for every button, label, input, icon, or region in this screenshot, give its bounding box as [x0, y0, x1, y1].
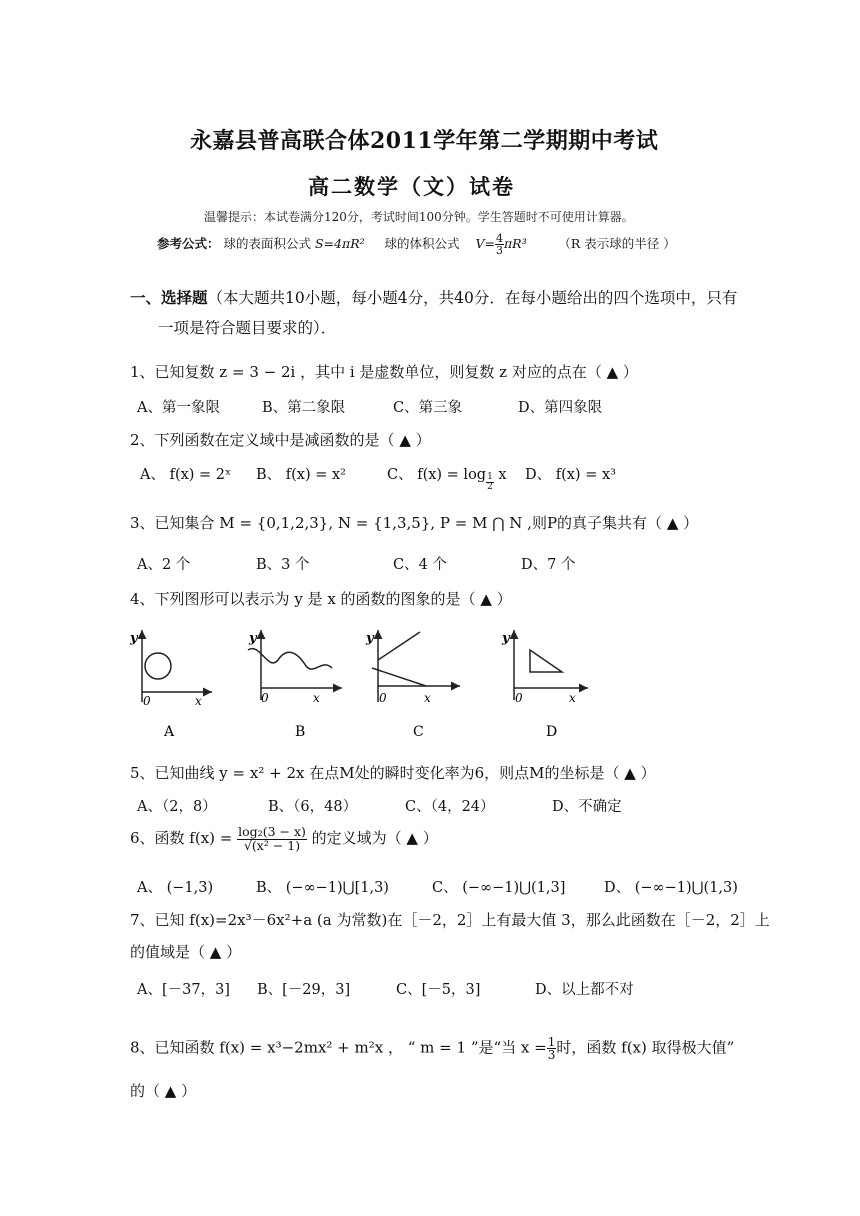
- q6-prefix: 6、函数 f(x) =: [130, 829, 233, 847]
- q7-option-c: C、[－5，3]: [396, 982, 481, 998]
- radius-note: （R 表示球的半径 ）: [558, 236, 676, 251]
- q2-option-c: [387, 463, 507, 492]
- question-1: 1、已知复数 z = 3 − 2i ，其中 i 是虚数单位，则复数 z 对应的点在（ ▲ ）: [130, 363, 638, 381]
- increasing-line: [378, 632, 420, 660]
- graph-a-label: A: [164, 724, 175, 740]
- q3-option-d: D、7 个: [521, 557, 576, 573]
- question-2: 2、下列函数在定义域中是减函数的是（ ▲ ）: [130, 431, 431, 449]
- section-desc-1: （本大题共10小题，每小题4分，共40分．在每小题给出的四个选项中，只有: [207, 289, 738, 307]
- q2-option-b: B、 f(x) = x²: [256, 467, 346, 483]
- q1-option-d: D、第四象限: [518, 400, 603, 416]
- log-base-den: 2: [487, 482, 493, 492]
- volume-rest: πR³: [503, 236, 527, 251]
- q2-option-c-text: C、 f(x) = log: [387, 467, 487, 483]
- graph-a-origin: 0: [143, 694, 151, 708]
- exam-subtitle: 高二数学（文）试卷: [308, 174, 515, 199]
- q6-suffix: 的定义域为（ ▲ ）: [311, 829, 438, 847]
- q1-option-a: A、第一象限: [137, 400, 220, 416]
- graph-d-label: D: [546, 724, 558, 740]
- sphere-volume-label: 球的体积公式: [384, 236, 460, 251]
- q6-fraction: [237, 826, 307, 852]
- graph-c: [365, 630, 460, 740]
- q3-option-b: B、3 个: [256, 557, 310, 573]
- exam-tip: 温馨提示：本试卷满分120分，考试时间100分钟。学生答题时不可使用计算器。: [204, 210, 634, 224]
- graph-d-y-label: y: [502, 631, 510, 646]
- graph-b-label: B: [295, 724, 306, 740]
- q8-fraction: [547, 1036, 557, 1061]
- graph-c-label: C: [413, 724, 424, 740]
- graph-d: [501, 630, 588, 740]
- graph-c-y-label: y: [366, 631, 374, 646]
- question-4: 4、下列图形可以表示为 y 是 x 的函数的图象的是（ ▲ ）: [130, 590, 512, 608]
- graph-b: [248, 630, 342, 740]
- q2-option-a: A、 f(x) = 2ˣ: [140, 467, 232, 483]
- q5-option-c: C、（4，24）: [405, 799, 495, 815]
- question-8-line-1: [130, 1036, 734, 1061]
- q7-option-a: A、[－37，3]: [137, 982, 230, 998]
- graph-c-origin: 0: [379, 691, 387, 705]
- q7-option-b: B、[－29，3]: [257, 982, 351, 998]
- q1-option-c: C、第三象: [393, 400, 463, 416]
- question-5: 5、已知曲线 y = x² + 2x 在点M处的瞬时变化率为6，则点M的坐标是（ ▲ ）: [130, 764, 656, 782]
- volume-v: V=: [475, 236, 495, 251]
- graph-d-origin: 0: [515, 691, 523, 705]
- volume-num: 4: [495, 232, 503, 245]
- volume-fraction: [495, 233, 504, 256]
- graph-a-y-label: y: [130, 631, 138, 646]
- graph-b-x-label: x: [313, 691, 320, 705]
- q6-option-d: D、 (−∞−1)⋃(1,3): [604, 880, 738, 896]
- graph-a: [129, 630, 212, 740]
- q1-option-b: B、第二象限: [262, 400, 346, 416]
- question-7-line-1: 7、已知 f(x)=2x³－6x²+a (a 为常数)在［－2，2］上有最大值 3，那么此函数在［－2，2］上: [130, 911, 770, 929]
- exam-title: 永嘉县普高联合体2011学年第二学期期中考试: [190, 128, 659, 154]
- graph-b-y-label: y: [249, 631, 257, 646]
- function-graphs: [120, 622, 600, 747]
- q5-option-a: A、（2，8）: [137, 799, 217, 815]
- section-desc-2: 一项是符合题目要求的）．: [158, 319, 337, 337]
- q3-option-a: A、2 个: [137, 557, 191, 573]
- q6-denominator: √(x² − 1): [243, 837, 301, 853]
- graph-a-x-label: x: [195, 694, 202, 708]
- q8-denominator: 3: [547, 1048, 556, 1062]
- log-base: [486, 473, 494, 492]
- question-7-line-2: 的值域是（ ▲ ）: [130, 943, 242, 961]
- q6-option-c: C、 (−∞−1)⋃(1,3]: [432, 880, 566, 896]
- q8-part-2: 时，函数 f(x) 取得极大值”: [556, 1038, 735, 1057]
- q6-option-a: A、 (−1,3): [137, 880, 214, 896]
- question-3: 3、已知集合 M = {0,1,2,3}, N = {1,3,5}, P = M ⋂ N ,则P的真子集共有（ ▲ ）: [130, 514, 699, 532]
- q6-option-b: B、 (−∞−1)⋃[1,3): [256, 880, 389, 896]
- section-heading: [130, 283, 740, 313]
- question-6: [130, 826, 438, 852]
- q8-numerator: 1: [547, 1035, 556, 1049]
- decreasing-line: [372, 668, 426, 686]
- q6-numerator: log₂(3 − x): [238, 824, 306, 839]
- graph-c-x-label: x: [424, 691, 431, 705]
- q8-part-1: 8、已知函数 f(x) = x³−2mx² + m²x ， “ m = 1 ”是“当 x =: [130, 1038, 547, 1057]
- sphere-area-label: 球的表面积公式: [223, 236, 312, 251]
- section-title: 一、选择题: [130, 288, 208, 307]
- graph-b-origin: 0: [261, 691, 269, 705]
- q5-option-b: B、（6，48）: [268, 799, 358, 815]
- q3-option-c: C、4 个: [393, 557, 447, 573]
- q2-option-d: D、 f(x) = x³: [525, 467, 616, 483]
- q5-option-d: D、不确定: [552, 799, 622, 815]
- log-tail: x: [493, 467, 507, 483]
- triangle-shape: [530, 650, 562, 672]
- q7-option-d: D、以上都不对: [535, 982, 634, 998]
- circle-shape: [145, 653, 171, 679]
- log-base-num: 1: [487, 472, 493, 482]
- sphere-area-formula: S=4πR²: [315, 236, 365, 251]
- graph-d-x-label: x: [569, 691, 576, 705]
- question-8-line-2: 的（ ▲ ）: [130, 1082, 197, 1100]
- reference-formulas: [157, 233, 676, 256]
- volume-den: 3: [495, 244, 503, 257]
- formula-label: 参考公式：: [157, 236, 220, 251]
